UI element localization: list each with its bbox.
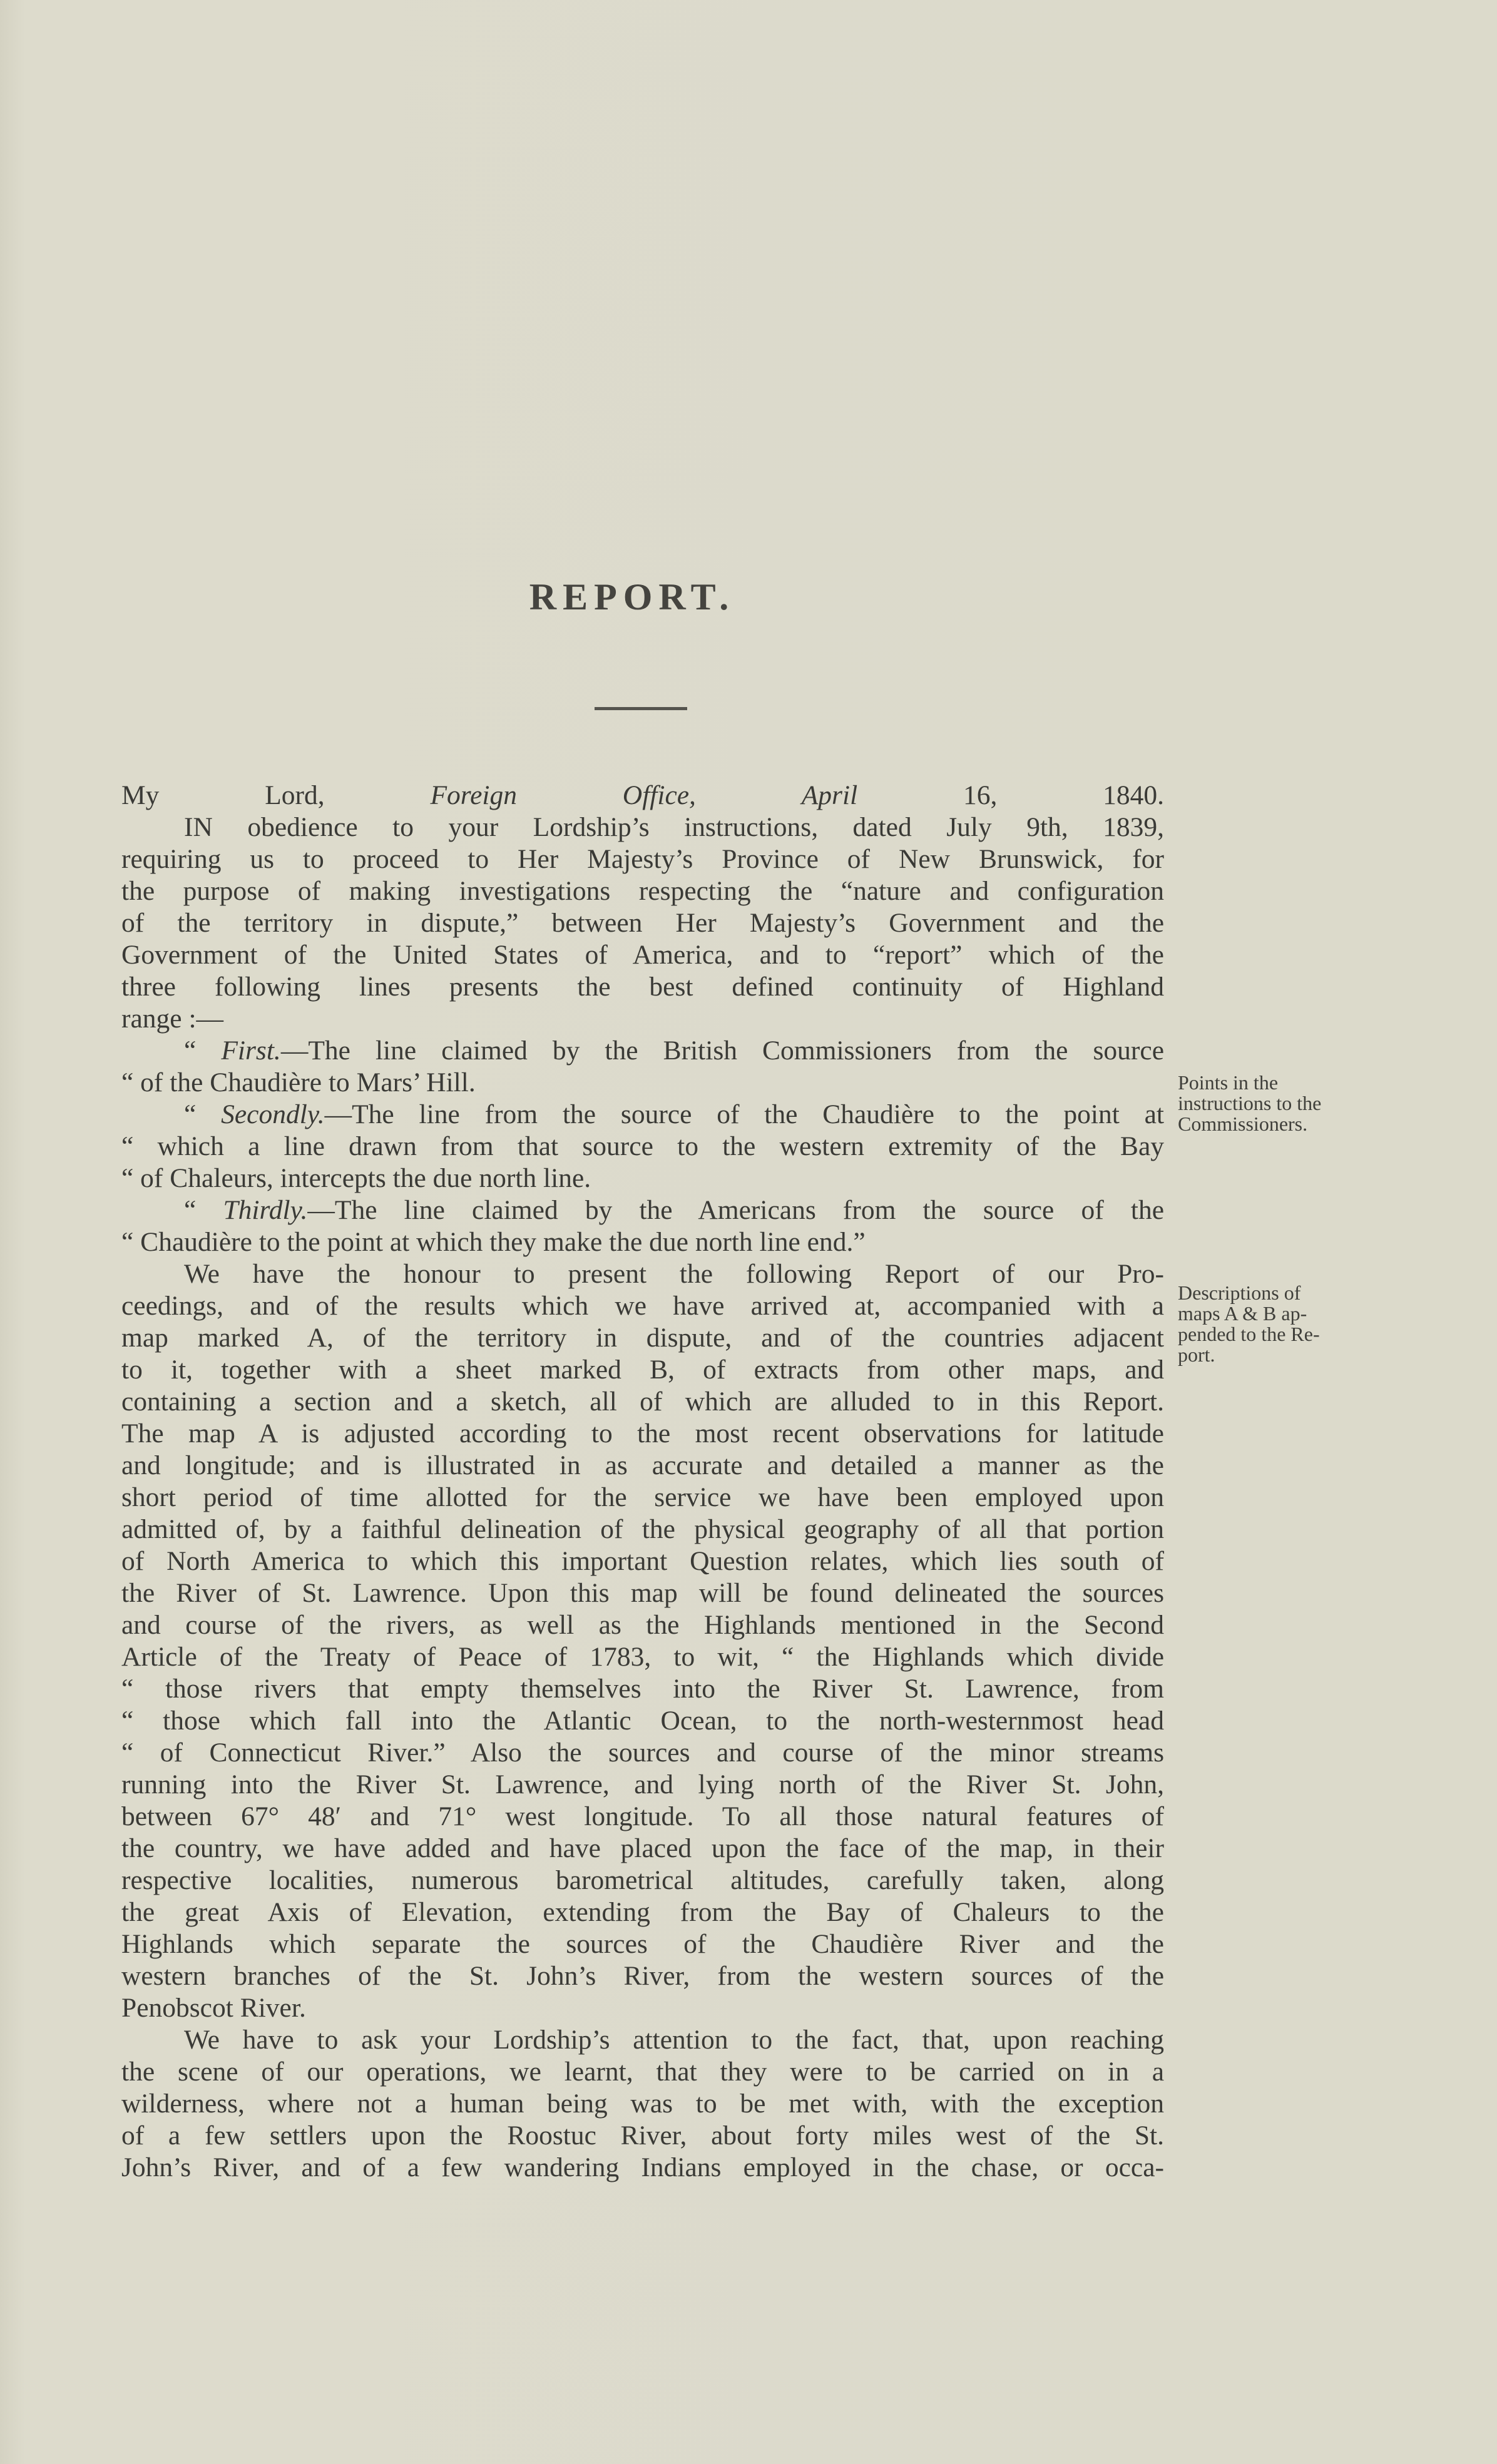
letter-heading <box>121 780 1164 812</box>
text-line: the River of St. Lawrence. Upon this map will be found delineated the sources <box>121 1578 1164 1608</box>
text-line: of North America to which this important Question relates, which lies south of <box>121 1546 1164 1576</box>
title-rule <box>595 707 687 710</box>
margin-note-line: pended to the Re- <box>1178 1323 1320 1345</box>
margin-note-maps <box>1178 1283 1384 1365</box>
text-line: Highlands which separate the sources of the Chaudière River and the <box>121 1929 1164 1959</box>
text-line: respective localities, numerous barometrical altitudes, carefully taken, along <box>121 1865 1164 1895</box>
paragraph-report <box>121 1258 1164 2184</box>
text-line: three following lines presents the best defined continuity of Highland <box>121 972 1164 1002</box>
text-line: admitted of, by a faithful delineation of the physical geography of all that portion <box>121 1514 1164 1544</box>
paragraph-clauses <box>121 1035 1164 1258</box>
text-line: Article of the Treaty of Peace of 1783, to wit, “ the Highlands which divide <box>121 1642 1164 1672</box>
text-line: We have the honour to present the following Report of our Pro- <box>184 1259 1164 1289</box>
text-line: of a few settlers upon the Roostuc River, about forty miles west of the St. <box>121 2120 1164 2151</box>
text-line: wilderness, where not a human being was to be met with, with the exception <box>121 2089 1164 2119</box>
text-line: “ Secondly.—The line from the source of the Chaudière to the point at <box>184 1099 1164 1129</box>
margin-note-line: maps A & B ap- <box>1178 1302 1307 1325</box>
margin-note-line: Commissioners. <box>1178 1112 1308 1135</box>
margin-note-line: port. <box>1178 1343 1215 1366</box>
text-line: “ of Connecticut River.” Also the sources and course of the minor streams <box>121 1738 1164 1768</box>
text-line: to it, together with a sheet marked B, of extracts from other maps, and <box>121 1355 1164 1385</box>
text-line: The map A is adjusted according to the most recent observations for latitude <box>121 1418 1164 1448</box>
text-line: the scene of our operations, we learnt, that they were to be carried on in a <box>121 2057 1164 2087</box>
margin-note-line: instructions to the <box>1178 1092 1322 1114</box>
text-line: “ Chaudière to the point at which they make the due north line end.” <box>121 1227 866 1257</box>
text-line: between 67° 48′ and 71° west longitude. To all those natural features of <box>121 1801 1164 1831</box>
text-line: John’s River, and of a few wandering Indians employed in the chase, or occa- <box>121 2152 1164 2182</box>
text-line: “ of Chaleurs, intercepts the due north line. <box>121 1163 591 1193</box>
text-line: “ First.—The line claimed by the British Commissioners from the source <box>184 1036 1164 1066</box>
text-line: short period of time allotted for the service we have been employed upon <box>121 1482 1164 1512</box>
text-line: “ those which fall into the Atlantic Ocean, to the north-westernmost head <box>121 1706 1164 1736</box>
text-line: the country, we have added and have placed upon the face of the map, in their <box>121 1833 1164 1863</box>
report-body <box>121 780 1164 2184</box>
text-line: map marked A, of the territory in dispute, and of the countries adjacent <box>121 1323 1164 1353</box>
text-line: We have to ask your Lordship’s attention to the fact, that, upon reaching <box>184 2025 1164 2055</box>
text-line: “ those rivers that empty themselves into the River St. Lawrence, from <box>121 1674 1164 1704</box>
text-line: running into the River St. Lawrence, and lying north of the River St. John, <box>121 1769 1164 1800</box>
margin-note-instructions <box>1178 1072 1384 1134</box>
text-line: containing a section and a sketch, all of which are alluded to in this Report. <box>121 1387 1164 1417</box>
text-line: Government of the United States of America, and to “report” which of the <box>121 940 1164 970</box>
dateline: Foreign Office, April 16, 1840. <box>430 780 1164 810</box>
text-line: the purpose of making investigations respecting the “nature and configuration <box>121 876 1164 906</box>
text-line: and course of the rivers, as well as the Highlands mentioned in the Second <box>121 1610 1164 1640</box>
text-line: range :— <box>121 1004 224 1034</box>
text-line: the great Axis of Elevation, extending from the Bay of Chaleurs to the <box>121 1897 1164 1927</box>
text-line: “ which a line drawn from that source to the western extremity of the Bay <box>121 1131 1164 1161</box>
text-line: “ Thirdly.—The line claimed by the Americans from the source of the <box>184 1195 1164 1225</box>
text-line: of the territory in dispute,” between Her Majesty’s Government and the <box>121 908 1164 938</box>
text-line: IN obedience to your Lordship’s instructions, dated July 9th, 1839, <box>184 812 1164 842</box>
page-title: REPORT. <box>529 576 735 618</box>
text-line: requiring us to proceed to Her Majesty’s Province of New Brunswick, for <box>121 844 1164 874</box>
text-line: western branches of the St. John’s River, from the western sources of the <box>121 1961 1164 1991</box>
salutation: My Lord, <box>121 780 325 810</box>
margin-note-line: Points in the <box>1178 1071 1279 1094</box>
text-line: and longitude; and is illustrated in as accurate and detailed a manner as the <box>121 1450 1164 1480</box>
margin-note-line: Descriptions of <box>1178 1281 1301 1304</box>
text-line: ceedings, and of the results which we have arrived at, accompanied with a <box>121 1291 1164 1321</box>
paragraph-intro <box>121 812 1164 1035</box>
text-line: “ of the Chaudière to Mars’ Hill. <box>121 1067 476 1097</box>
text-line: Penobscot River. <box>121 1993 306 2023</box>
